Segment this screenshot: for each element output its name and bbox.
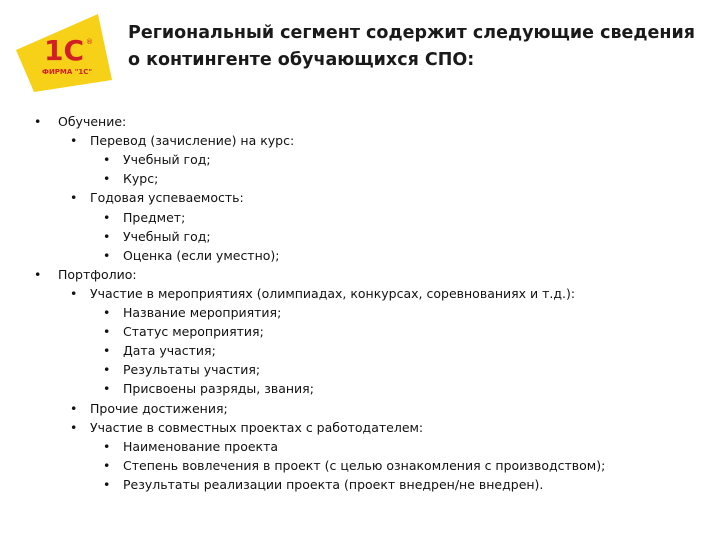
list-item-level-3	[103, 475, 544, 494]
bullet-icon: •	[103, 476, 111, 492]
bullet-icon: •	[103, 247, 111, 263]
list-item-level-3	[103, 150, 211, 169]
list-item-level-2	[70, 284, 576, 303]
list-item-text: Присвоены разряды, звания;	[123, 381, 314, 397]
list-item-text: Оценка (если уместно);	[123, 247, 280, 263]
logo-company-name: ФИРМА "1С"	[42, 68, 93, 76]
list-item-level-3	[103, 227, 211, 246]
bullet-icon: •	[103, 305, 111, 320]
list-item-text: Результаты участия;	[123, 362, 261, 378]
company-logo	[12, 10, 116, 94]
bullet-icon: •	[103, 228, 111, 244]
list-item-level-2	[70, 188, 244, 207]
list-item-level-1	[34, 112, 127, 131]
bullet-icon: •	[103, 457, 111, 473]
logo-1c-mark: 1С	[44, 34, 85, 67]
bullet-icon: •	[103, 152, 111, 168]
list-item-level-3	[103, 341, 216, 360]
list-item-text: Наименование проекта	[123, 438, 279, 454]
list-item-text: Участие в мероприятиях (олимпиадах, конкурсах, соревнованиях и т.д.):	[90, 285, 576, 301]
list-item-level-3	[103, 360, 261, 379]
list-item-text: Курс;	[123, 171, 159, 187]
slide-title	[128, 20, 713, 74]
bullet-icon: •	[103, 209, 111, 225]
list-item-text: Предмет;	[123, 209, 186, 225]
list-item-level-2	[70, 131, 295, 150]
list-item-level-3	[103, 208, 186, 227]
title-line-1: Региональный сегмент содержит следующие сведения	[128, 23, 695, 43]
list-item-level-2	[70, 418, 424, 437]
list-item-level-3	[103, 322, 264, 341]
bullet-icon: •	[34, 266, 42, 282]
title-line-2: о контингенте обучающихся СПО:	[128, 50, 475, 70]
list-item-level-3	[103, 379, 314, 398]
bullet-icon: •	[70, 285, 78, 301]
bullet-icon: •	[103, 171, 111, 187]
list-item-level-3	[103, 246, 280, 265]
bullet-icon: •	[70, 133, 78, 149]
bullet-icon: •	[34, 114, 42, 129]
bullet-icon: •	[70, 400, 78, 416]
list-item-text: Дата участия;	[123, 343, 216, 359]
list-item-text: Статус мероприятия;	[123, 324, 264, 340]
list-item-level-2	[70, 399, 228, 418]
list-item-text: Портфолио:	[58, 266, 137, 282]
bullet-icon: •	[103, 381, 111, 397]
bullet-icon: •	[103, 324, 111, 340]
list-item-text: Обучение:	[58, 114, 127, 129]
list-item-text: Годовая успеваемость:	[90, 190, 244, 206]
list-item-level-3	[103, 456, 606, 475]
bullet-icon: •	[103, 438, 111, 454]
list-item-text: Учебный год;	[123, 228, 211, 244]
bullet-icon: •	[103, 343, 111, 359]
list-item-level-3	[103, 437, 279, 456]
bullet-icon: •	[70, 190, 78, 206]
list-item-text: Участие в совместных проектах с работодателем:	[90, 419, 424, 435]
list-item-text: Учебный год;	[123, 152, 211, 168]
list-item-text: Прочие достижения;	[90, 400, 228, 416]
list-item-text: Название мероприятия;	[123, 305, 282, 320]
list-item-text: Результаты реализации проекта (проект внедрен/не внедрен).	[123, 476, 544, 492]
list-item-text: Степень вовлечения в проект (с целью ознакомления с производством);	[123, 457, 606, 473]
list-item-level-3	[103, 303, 282, 322]
list-item-level-1	[34, 265, 137, 284]
list-item-text: Перевод (зачисление) на курс:	[90, 133, 295, 149]
logo-registered-mark: ®	[86, 38, 93, 46]
bullet-icon: •	[70, 419, 78, 435]
bullet-icon: •	[103, 362, 111, 378]
list-item-level-3	[103, 169, 159, 188]
